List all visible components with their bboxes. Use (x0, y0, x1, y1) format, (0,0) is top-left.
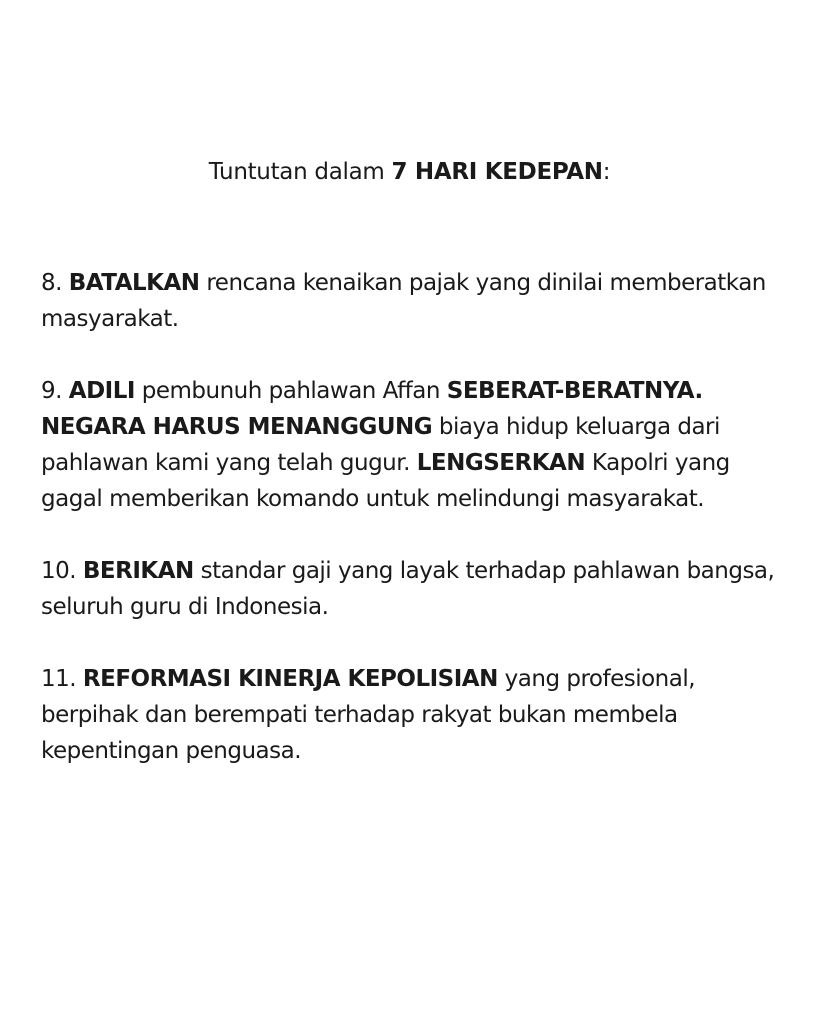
demands-list (41, 265, 786, 805)
item-text: standar gaji yang layak terhadap pahlawan bangsa, seluruh guru di Indonesia. (41, 558, 775, 620)
page-heading (0, 156, 819, 188)
item-keyword: BERIKAN (82, 558, 194, 584)
item-text: Kapolri yang gagal memberikan komando untuk melindungi masyarakat. (41, 450, 730, 512)
item-text: rencana kenaikan pajak yang dinilai memberatkan masyarakat. (41, 270, 766, 332)
heading-suffix: : (602, 159, 611, 185)
demand-item-10 (41, 553, 786, 625)
item-text: biaya hidup keluarga dari pahlawan kami yang telah gugur. (41, 414, 720, 476)
heading-prefix: Tuntutan dalam (208, 159, 392, 185)
item-number: 11. (41, 666, 77, 692)
item-number: 10. (41, 558, 77, 584)
item-keyword: ADILI (68, 378, 135, 404)
item-number: 9. (41, 378, 62, 404)
item-number: 8. (41, 270, 62, 296)
item-keyword: LENGSERKAN (416, 450, 586, 476)
item-text: pembunuh pahlawan Affan (134, 378, 447, 404)
heading-emphasis: 7 HARI KEDEPAN (391, 159, 603, 185)
demand-item-11 (41, 661, 786, 769)
item-keyword: REFORMASI KINERJA KEPOLISIAN (82, 666, 498, 692)
demand-item-8 (41, 265, 786, 337)
item-keyword: BATALKAN (68, 270, 200, 296)
item-keyword: SEBERAT-BERATNYA. NEGARA HARUS MENANGGUNG (41, 378, 703, 440)
item-text: yang profesional, berpihak dan berempati terhadap rakyat bukan membela kepentingan penguasa. (41, 666, 696, 764)
demand-item-9 (41, 373, 786, 517)
